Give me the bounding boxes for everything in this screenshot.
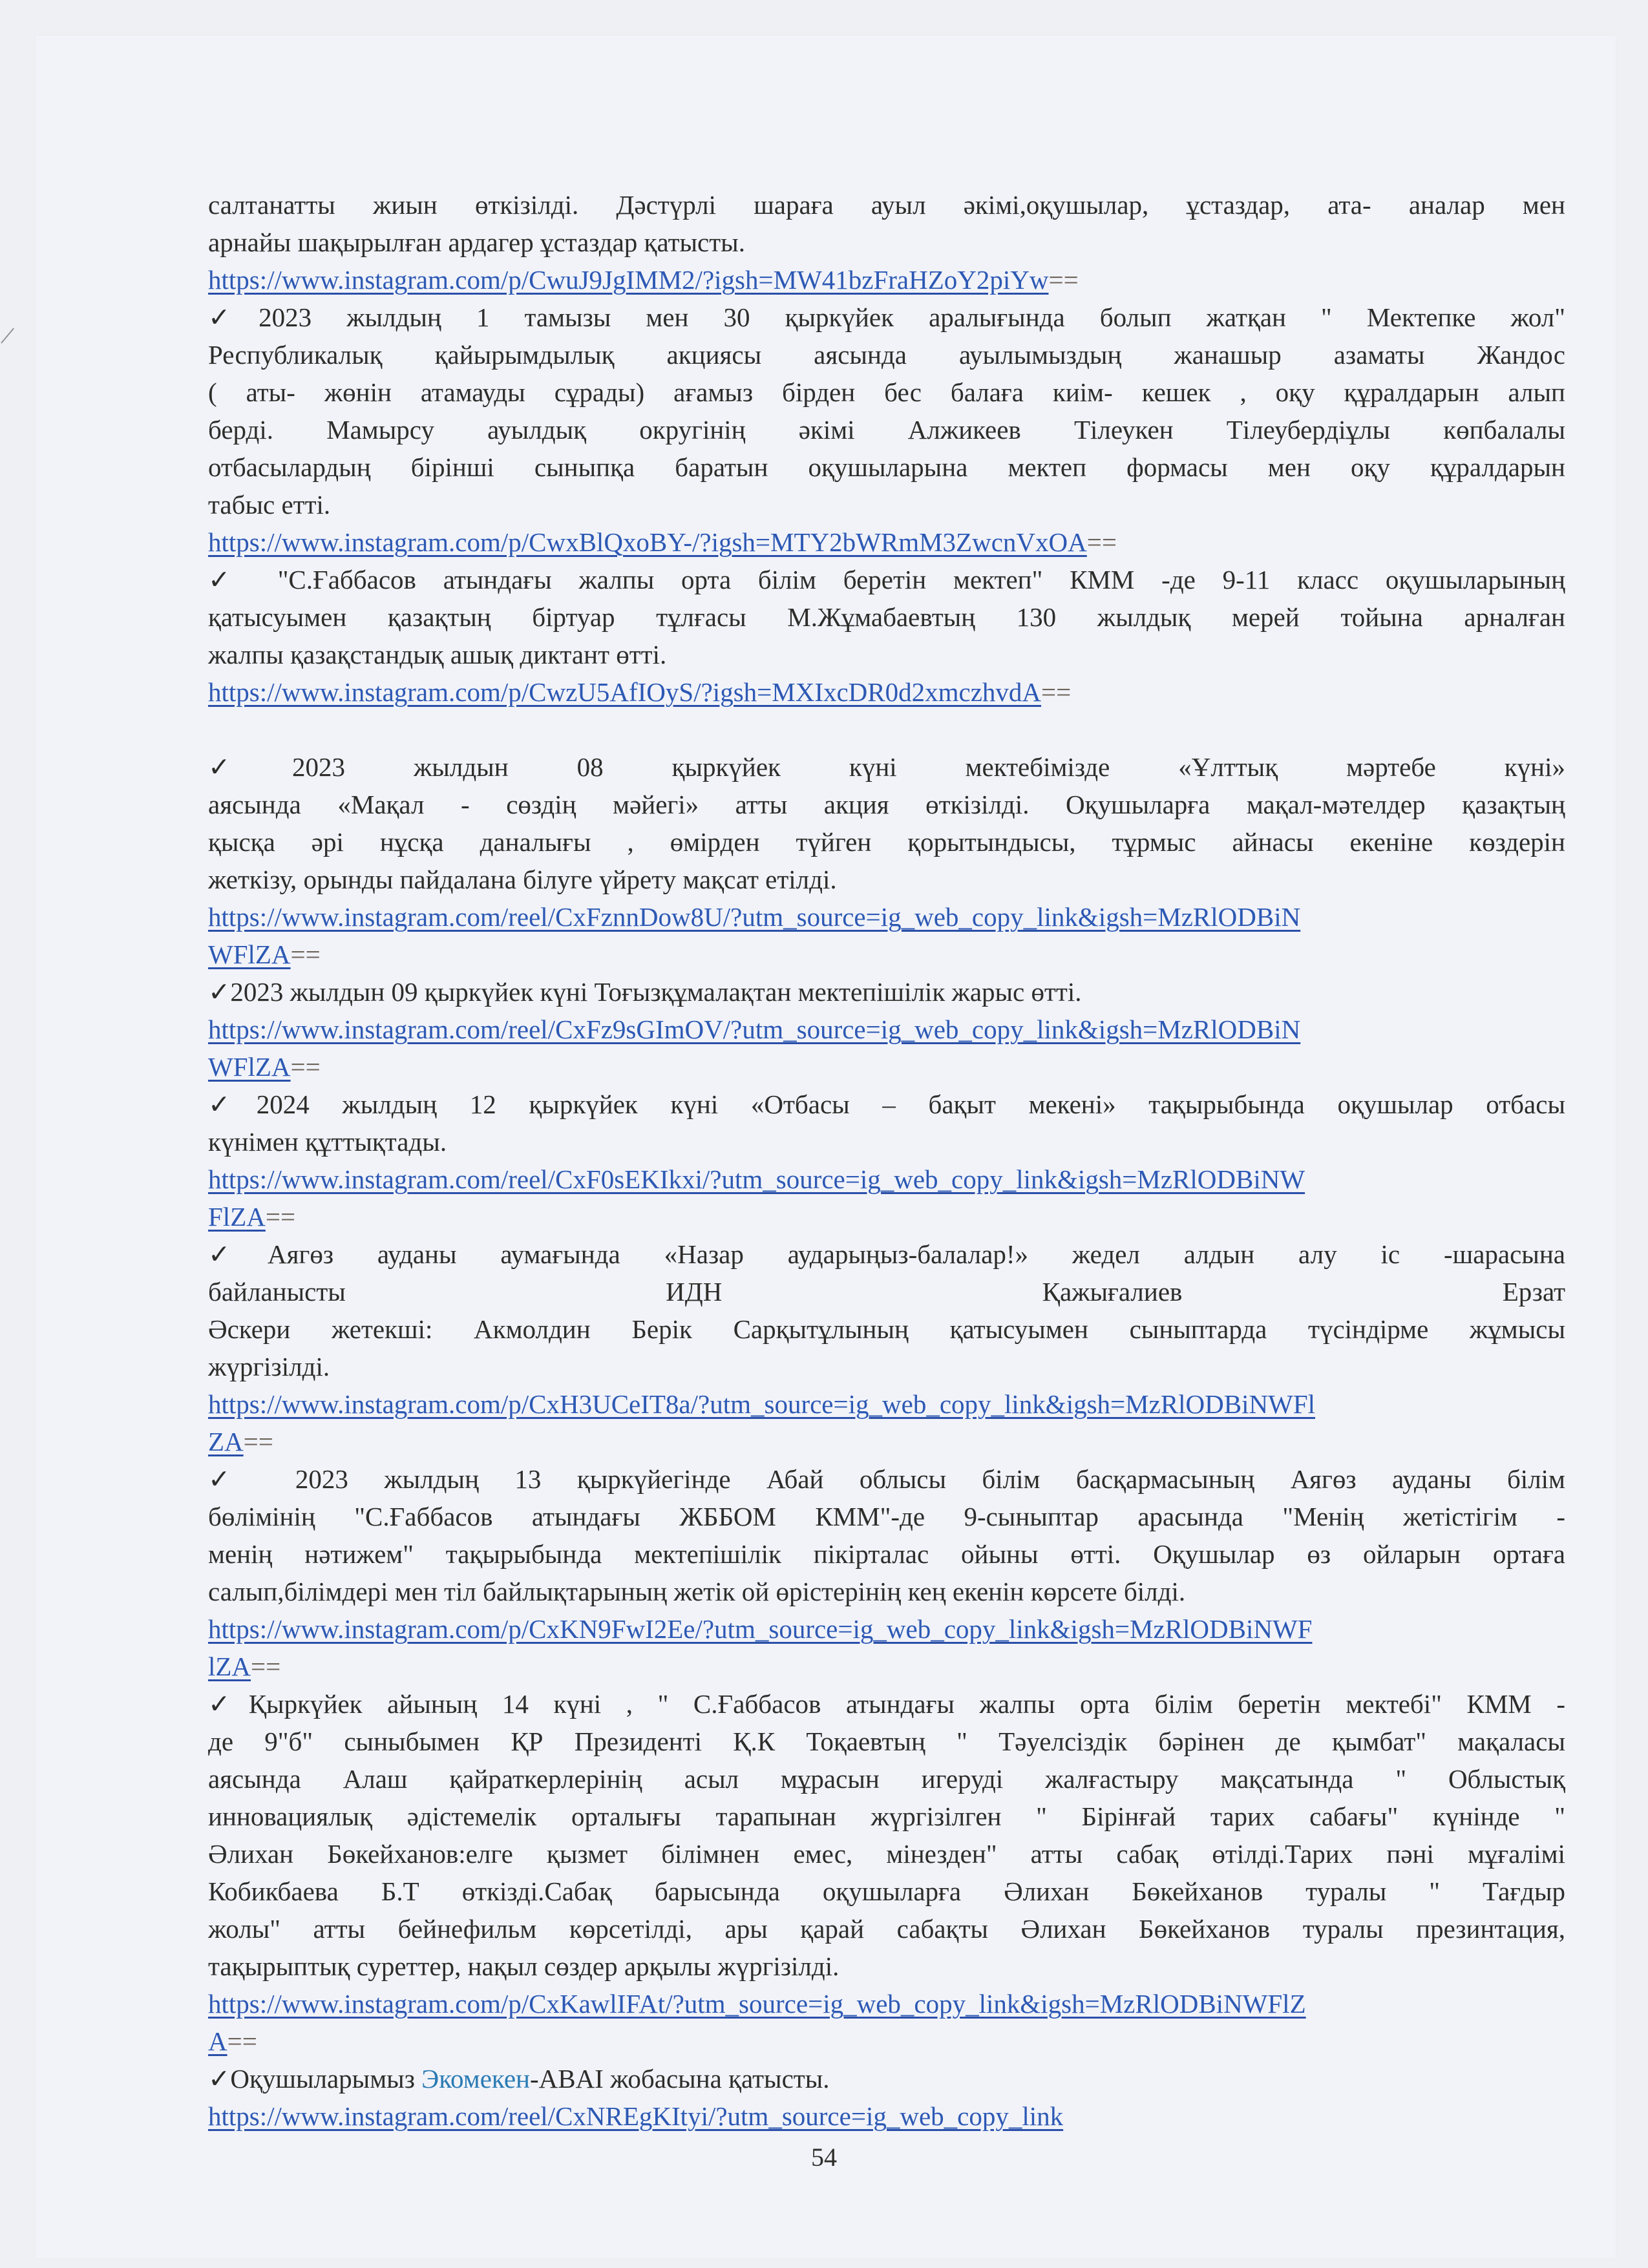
checkmark-icon: ✓ <box>208 2064 231 2094</box>
checkmark-icon: ✓ <box>208 1689 249 1719</box>
list-item-line <box>208 1460 1565 1498</box>
paragraph-line: берді. Мамырсу ауылдық округінің әкімі Алжикеев Тілеукен Тілеубердіұлы көпбалалы <box>208 415 1565 445</box>
paragraph-line: бөлімінің "С.Ғаббасов атындағы ЖББОМ КММ"-де 9-сыныптар арасында "Менің жетістігім - <box>208 1502 1565 1531</box>
paragraph-line: салып,білімдері мен тіл байлықтарының жетік ой өрістерінің кең екенін көрсете білді. <box>208 1577 1186 1606</box>
paragraph-line: Республикалық қайырымдылық акциясы аясында ауылымыздың жанашыр азаматы Жандос <box>208 340 1565 370</box>
paragraph-line: отбасылардың бірінші сыныпқа баратын оқушыларына мектеп формасы мен оқу құралдарын <box>208 452 1565 482</box>
paragraph-text: 2023 жылдың 13 қыркүйегінде Абай облысы білім басқармасының Аягөз ауданы білім <box>259 1464 1565 1494</box>
link-line <box>208 673 1565 711</box>
paragraph-text: Оқушыларымыз <box>230 2064 422 2094</box>
list-item-line <box>208 1235 1565 1273</box>
paragraph-line: инновациялық әдістемелік орталығы тарапынан жүргізілген " Бірінғай тарих сабағы" күнінде " <box>208 1801 1565 1831</box>
paragraph-text: 2023 жылдың 1 тамызы мен 30 қыркүйек аралығында болып жатқан " Мектепке жол" <box>259 302 1565 332</box>
paragraph-line: тақырыптық суреттер, нақыл сөздер арқылы жүргізілді. <box>208 1951 840 1981</box>
instagram-link[interactable]: https://www.instagram.com/p/CxKawlIFAt/?utm_source=ig_web_copy_link&igsh=MzRlODBiNWFlZ <box>208 1989 1306 2019</box>
checkmark-icon: ✓ <box>208 977 231 1007</box>
instagram-link-continued[interactable]: lZA <box>208 1652 251 1681</box>
link-suffix: == <box>1041 677 1072 707</box>
paragraph-line: қысқа әрі нұсқа даналығы , өмірден түйген қорытындысы, тұрмыс айнасы екеніне көздерін <box>208 827 1565 857</box>
checkmark-icon: ✓ <box>208 1239 268 1269</box>
link-suffix: == <box>290 940 321 969</box>
instagram-link[interactable]: https://www.instagram.com/reel/CxNREgKItyi/?utm_source=ig_web_copy_link <box>208 2101 1064 2131</box>
page-number: 54 <box>811 2143 837 2172</box>
paragraph-line: табыс етті. <box>208 490 331 520</box>
checkmark-icon: ✓ <box>208 1089 257 1119</box>
paragraph-text: 2023 жылдын 09 қыркүйек күні Тоғызқұмалақтан мектепішілік жарыс өтті. <box>230 977 1082 1007</box>
link-line <box>208 2097 1565 2135</box>
checkmark-icon: ✓ <box>208 1464 260 1494</box>
instagram-link-continued[interactable]: ZA <box>208 1427 244 1456</box>
paragraph-line: қатысуымен қазақтың біртуар тұлғасы М.Жұмабаевтың 130 жылдық мерей тойына арналған <box>208 602 1565 632</box>
instagram-link[interactable]: https://www.instagram.com/p/CwxBlQxoBY-/?igsh=MTY2bWRmM3ZwcnVxOA <box>208 527 1087 557</box>
link-suffix: == <box>243 1427 273 1456</box>
link-line <box>208 898 1565 936</box>
link-suffix: == <box>1048 265 1079 295</box>
instagram-link[interactable]: https://www.instagram.com/reel/CxFz9sGImOV/?utm_source=ig_web_copy_link&igsh=MzRlODBiN <box>208 1014 1301 1044</box>
checkmark-icon: ✓ <box>208 565 251 594</box>
paragraph-text: 2023 жылдын 08 қыркүйек күні мектебімізде «Ұлттық мәртебе күні» <box>292 752 1565 782</box>
link-line <box>208 523 1565 561</box>
paragraph-line: жеткізу, орынды пайдалана білуге үйрету мақсат етілді. <box>208 865 837 894</box>
paragraph-line: Әлихан Бөкейханов:елге қызмет білімнен емес, мінезден" атты сабақ өтілді.Тарих пәні мұғалімі <box>208 1839 1565 1869</box>
paragraph-line: Кобикбаева Б.Т өткізді.Сабақ барысында оқушыларға Әлихан Бөкейханов туралы " Тағдыр <box>208 1876 1565 1906</box>
link-line <box>208 936 1565 973</box>
paragraph-line: аясында «Мақал - сөздің мәйегі» атты акция өткізілді. Оқушыларға мақал-мәтелдер қазақтың <box>208 790 1565 819</box>
list-item-line <box>208 1086 1565 1123</box>
list-item-line <box>208 1685 1565 1723</box>
list-item-line <box>208 748 1565 786</box>
instagram-link[interactable]: https://www.instagram.com/p/CwzU5AfIOyS/?igsh=MXIxcDR0d2xmczhvdA <box>208 677 1042 707</box>
paragraph-line: байланысты ИДН Қажығалиев Ерзат <box>208 1277 1565 1307</box>
link-line <box>208 1198 1565 1235</box>
paragraph-text: Қыркүйек айының 14 күні , " С.Ғаббасов атындағы жалпы орта білім беретін мектебі" КММ - <box>248 1689 1566 1719</box>
instagram-link-continued[interactable]: WFlZA <box>208 940 291 969</box>
paragraph-line: аясында Алаш қайраткерлерінің асыл мұрасын игеруді жалғастыру мақсатында " Облыстық <box>208 1764 1565 1794</box>
checkmark-icon: ✓ <box>208 302 259 332</box>
paragraph-line: арнайы шақырылған ардагер ұстаздар қатысты. <box>208 227 745 257</box>
link-line <box>208 2022 1565 2060</box>
paragraph-line: жолы" атты бейнефильм көрсетілді, ары қарай сабақты Әлихан Бөкейханов туралы презинтация, <box>208 1914 1565 1944</box>
link-line <box>208 261 1565 299</box>
link-line <box>208 1385 1565 1423</box>
link-line <box>208 1648 1565 1685</box>
link-line <box>208 1011 1565 1048</box>
paragraph-line: ( аты- жөнін атамауды сұрады) ағамыз бірден бес балаға киім- кешек , оқу құралдарын алып <box>208 377 1565 407</box>
instagram-link[interactable]: https://www.instagram.com/reel/CxF0sEKIkxi/?utm_source=ig_web_copy_link&igsh=MzRlODBiNW <box>208 1164 1305 1194</box>
link-suffix: == <box>290 1052 321 1082</box>
link-suffix: == <box>265 1202 296 1232</box>
paragraph-text: 2024 жылдың 12 қыркүйек күні «Отбасы – бақыт мекені» тақырыбында оқушылар отбасы <box>256 1089 1565 1119</box>
instagram-link[interactable]: https://www.instagram.com/p/CxKN9FwI2Ee/?utm_source=ig_web_copy_link&igsh=MzRlODBiNWF <box>208 1614 1313 1644</box>
paragraph-text: -ABAI жобасына қатысты. <box>529 2064 830 2094</box>
paragraph-line: Әскери жетекші: Акмолдин Берік Сарқытұлының қатысуымен сыныптарда түсіндірме жұмысы <box>208 1314 1565 1344</box>
link-line <box>208 1048 1565 1086</box>
link-line <box>208 1423 1565 1460</box>
link-line <box>208 1160 1565 1198</box>
paragraph-line: күнімен құттықтады. <box>208 1127 447 1157</box>
paragraph-line: менің нәтижем" тақырыбында мектепішілік пікірталас ойыны өтті. Оқушылар өз ойларын ортаға <box>208 1539 1565 1569</box>
link-suffix: == <box>1086 527 1117 557</box>
paragraph-line: салтанатты жиын өткізілді. Дәстүрлі шараға ауыл әкімі,оқушылар, ұстаздар, ата- аналар мен <box>208 190 1565 220</box>
checkmark-icon: ✓ <box>208 752 293 782</box>
paragraph-text: Аягөз ауданы аумағында «Назар аударыңыз-балалар!» жедел алдын алу іс -шарасына <box>268 1239 1565 1269</box>
instagram-link-continued[interactable]: A <box>208 2026 227 2056</box>
paragraph-text: "С.Ғаббасов атындағы жалпы орта білім беретін мектеп" КММ -де 9-11 класс оқушыларының <box>250 565 1566 594</box>
link-line <box>208 1985 1565 2022</box>
instagram-link[interactable]: https://www.instagram.com/p/CwuJ9JgIMM2/?igsh=MW41bzFraHZoY2piYw <box>208 265 1049 295</box>
instagram-link-continued[interactable]: FlZA <box>208 1202 266 1232</box>
paragraph-line: жалпы қазақстандық ашық диктант өтті. <box>208 640 667 669</box>
list-item-line <box>208 973 1565 1011</box>
instagram-link[interactable]: https://www.instagram.com/p/CxH3UCeIT8a/?utm_source=ig_web_copy_link&igsh=MzRlODBiNWFl <box>208 1389 1316 1419</box>
instagram-link[interactable]: https://www.instagram.com/reel/CxFznnDow8U/?utm_source=ig_web_copy_link&igsh=MzRlODBiN <box>208 902 1301 932</box>
list-item-line <box>208 561 1565 598</box>
paragraph-line: де 9"б" сыныбымен ҚР Президенті Қ.К Тоқаевтың " Тәуелсіздік бәрінен де қымбат" мақаласы <box>208 1727 1565 1756</box>
paragraph-line: жүргізілді. <box>208 1352 330 1381</box>
highlighted-text: Экомекен <box>421 2064 530 2094</box>
link-line <box>208 1610 1565 1648</box>
link-suffix: == <box>251 1652 281 1681</box>
list-item-line <box>208 299 1565 336</box>
instagram-link-continued[interactable]: WFlZA <box>208 1052 291 1082</box>
list-item-line <box>208 2060 1565 2097</box>
link-suffix: == <box>227 2026 257 2056</box>
scan-artifact-mark <box>1 328 14 343</box>
